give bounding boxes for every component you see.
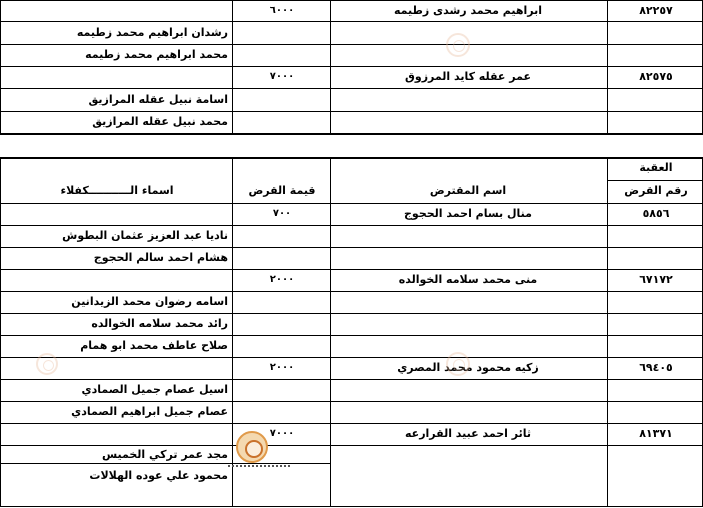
borrower-name: ابراهيم محمد رشدى زطيمه (393, 4, 543, 17)
loan-amount: ٧٠٠ (272, 208, 292, 219)
guarantor-name: اسامه رضوان محمد الزيدانين (71, 295, 228, 308)
borrower-name: ثائر احمد عبيد القرارعه (405, 427, 531, 440)
guarantor-name: صلاح عاطف محمد ابو همام (80, 339, 228, 352)
guarantor-name: عصام جميل ابراهيم الصمادي (71, 405, 228, 418)
guarantor-name: ناديا عبد العزيز عثمان البطوش (62, 229, 228, 242)
loan-number: ٨١٣٧١ (639, 427, 673, 440)
guarantor-name: مجد عمر تركي الخميس (101, 448, 228, 461)
guarantor-name: هشام احمد سالم الحجوج (93, 251, 228, 264)
loan-number: ٨٢٥٧٥ (639, 70, 673, 83)
loan-amount: ٢٠٠٠ (269, 362, 295, 373)
loan-amount: ٧٠٠٠ (269, 428, 295, 439)
seal-icon (236, 431, 268, 463)
watermark-stamp (446, 33, 470, 57)
guarantor-name: اسيل عصام جميل الصمادي (81, 383, 228, 396)
watermark-stamp (36, 353, 58, 375)
loan-amount: ٢٠٠٠ (269, 274, 295, 285)
guarantor-name: رشدان ابراهيم محمد زطيمه (76, 26, 228, 39)
loan-number: ٦٧١٧٢ (639, 273, 673, 286)
header-borrower-name: اسم المقترض (429, 184, 507, 197)
branch-label: العقبة (639, 161, 673, 174)
header-guarantors: اسماء الـــــــــــكفلاء (60, 184, 174, 197)
header-loan-number: رقم القرض (624, 184, 688, 197)
loan-number: ٥٨٥٦ (642, 207, 670, 220)
borrower-name: عمر عقله كايد المرزوق (405, 70, 531, 83)
borrower-name: منال بسام احمد الحجوج (404, 207, 532, 220)
loan-number: ٨٢٢٥٧ (639, 4, 673, 17)
loan-number: ٦٩٤٠٥ (639, 361, 673, 374)
guarantor-name: محمود علي عوده الهلالات (89, 469, 228, 482)
signature-dots (228, 465, 290, 469)
guarantor-name: رائد محمد سلامه الخوالده (91, 317, 228, 330)
guarantor-name: محمد نبيل عقله المرازيق (92, 115, 228, 128)
watermark-stamp (446, 352, 470, 376)
guarantor-name: اسامة نبيل عقله المرازيق (88, 93, 228, 106)
borrower-name: منى محمد سلامه الخوالده (398, 273, 538, 286)
guarantor-name: محمد ابراهيم محمد زطيمه (85, 48, 228, 61)
header-loan-amount: قيمة القرض (248, 184, 316, 197)
loan-amount: ٧٠٠٠ (269, 71, 295, 82)
loan-amount: ٦٠٠٠ (269, 5, 295, 16)
borrower-name: زكيه محمود محمد المصري (397, 361, 539, 374)
